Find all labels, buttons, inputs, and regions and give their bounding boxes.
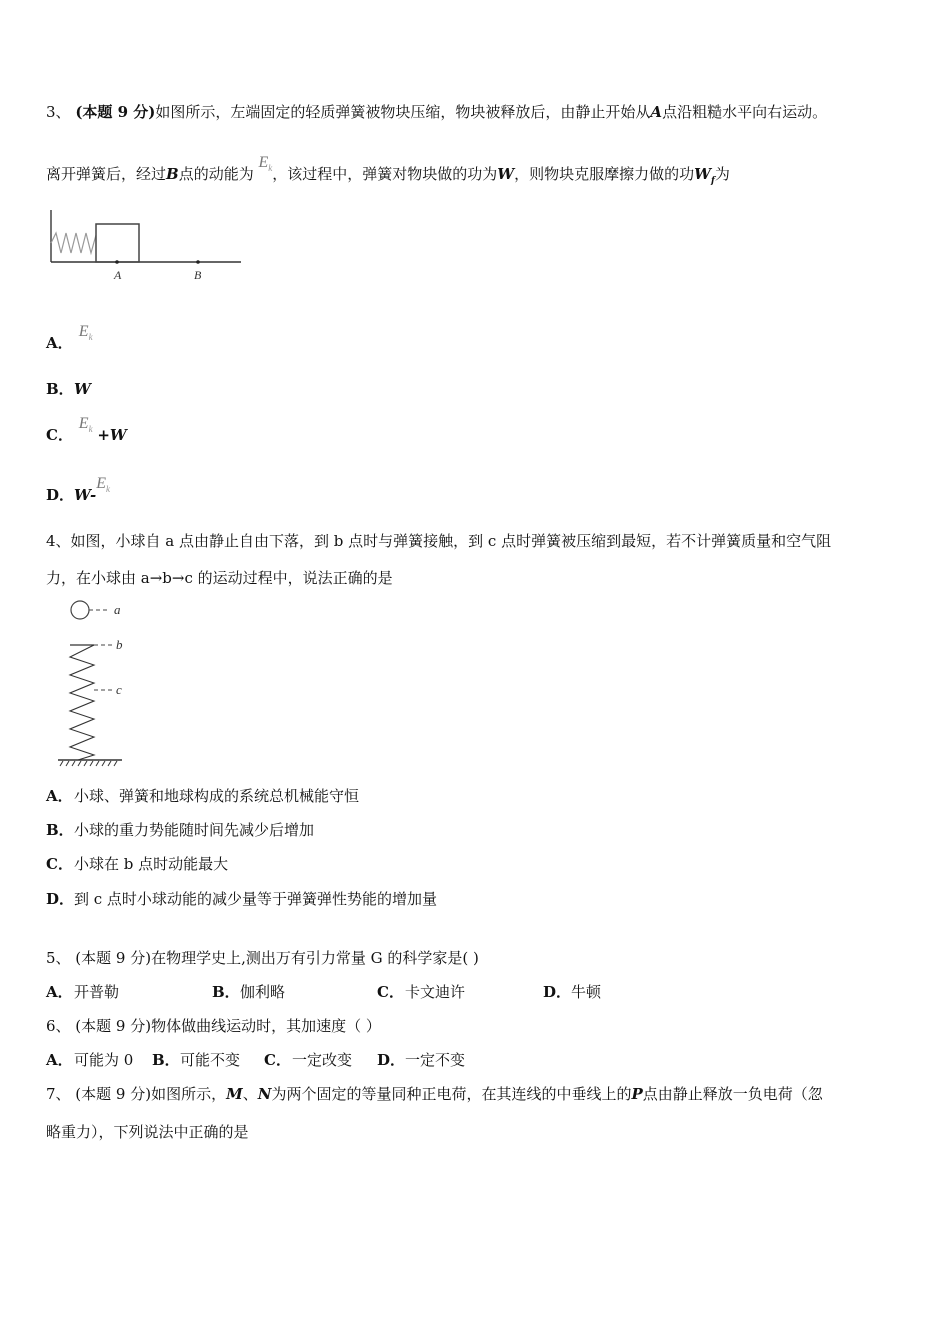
svg-text:A: A (114, 268, 122, 282)
q6-options (46, 1050, 546, 1070)
ek-symbol: $E_k$ (78, 323, 93, 343)
q7-text-b: 为两个固定的等量同种正电荷，在其连线的中垂线上的 (271, 1085, 632, 1103)
option-label: B． (46, 821, 74, 839)
q3-stem-line2 (46, 154, 730, 191)
q3-text-end: 点沿粗糙水平向右运动。 (662, 103, 828, 121)
svg-text:b: b (116, 637, 123, 652)
q4-option-d[interactable] (46, 889, 437, 909)
svg-text:a: a (114, 602, 121, 617)
q5-option-d[interactable]: D．牛顿 (543, 983, 602, 1001)
q4-stem-line1: 4、如图，小球自 a 点由静止自由下落，到 b 点时与弹簧接触，到 c 点时弹簧被压缩到最短，若不计弹簧质量和空气阻 (46, 532, 832, 550)
q3-text2b: 点的动能为 (178, 165, 254, 183)
q7-text-a: 7、 (本题 9 分)如图所示， (46, 1085, 227, 1103)
option-label: D． (46, 890, 75, 908)
q3-number: 3、 (46, 103, 71, 121)
option-text: 小球的重力势能随时间先减少后增加 (74, 821, 315, 839)
q3-text2d: ，则物块克服摩擦力做的功 (514, 165, 695, 183)
q3-option-a[interactable] (46, 323, 93, 359)
q6-option-a[interactable]: A．可能为 0 (46, 1051, 134, 1069)
option-text: 到 c 点时小球动能的减少量等于弹簧弹性势能的增加量 (74, 890, 437, 908)
q5-option-b[interactable]: B．伽利略 (212, 983, 286, 1001)
option-label: C． (46, 855, 73, 873)
q3-meta: (本题 9 分) (75, 103, 156, 121)
q7-var-n: N (257, 1085, 272, 1103)
q5-stem: 5、 (本题 9 分)在物理学史上,测出万有引力常量 G 的科学家是( ) (46, 949, 479, 967)
q6-option-d[interactable]: D．一定不变 (377, 1051, 466, 1069)
q3-spring-block-figure (46, 205, 246, 285)
q7-var-p: P (631, 1085, 643, 1103)
q7-sep: 、 (242, 1085, 258, 1103)
option-label: D． (46, 486, 75, 504)
option-label: B． (46, 380, 74, 398)
q3-option-b[interactable] (46, 379, 91, 399)
q7-stem-line1 (46, 1084, 823, 1104)
q6-stem: 6、 (本题 9 分)物体做曲线运动时，其加速度（ ） (46, 1017, 381, 1035)
q3-option-c[interactable] (46, 415, 127, 451)
q4-stem-line2: 力，在小球由 a→b→c 的运动过程中，说法正确的是 (46, 569, 393, 587)
option-text: 小球在 b 点时动能最大 (74, 855, 229, 873)
q3-var-w: W (497, 165, 515, 183)
option-label: A． (46, 787, 73, 805)
q7-stem-line2: 略重力），下列说法中正确的是 (46, 1123, 249, 1141)
q3-text: 如图所示，左端固定的轻质弹簧被物块压缩，物块被释放后，由静止开始从 (155, 103, 651, 121)
q4-option-c[interactable] (46, 854, 228, 874)
q7-var-m: M (226, 1085, 243, 1103)
q3-var-b: B (166, 165, 179, 183)
q4-option-b[interactable] (46, 820, 314, 840)
q4-ball-spring-figure (52, 597, 142, 769)
q5-option-a[interactable]: A．开普勒 (46, 983, 120, 1001)
svg-text:B: B (194, 268, 202, 282)
q3-var-wf: $W_f$ (694, 165, 715, 186)
q5-option-c[interactable]: C．卡文迪许 (377, 983, 466, 1001)
option-text: W (74, 380, 91, 398)
option-label: A． (46, 334, 73, 352)
q3-text2a: 离开弹簧后，经过 (46, 165, 167, 183)
q3-text2c: ，该过程中，弹簧对物块做的功为 (272, 165, 498, 183)
option-text: 小球、弹簧和地球构成的系统总机械能守恒 (74, 787, 360, 805)
option-text: +W (97, 426, 127, 444)
ek-symbol: $E_k$ (258, 154, 273, 174)
ek-symbol: $E_k$ (78, 415, 93, 435)
svg-text:c: c (116, 682, 122, 697)
q6-option-c[interactable]: C．一定改变 (264, 1051, 353, 1069)
q5-options (46, 982, 646, 1002)
option-label: C． (46, 426, 73, 444)
q6-option-b[interactable]: B．可能不变 (152, 1051, 241, 1069)
q3-text2e: 为 (714, 165, 730, 183)
option-text: W- (74, 486, 97, 504)
q3-stem-line1 (46, 102, 827, 122)
q4-option-a[interactable] (46, 786, 359, 806)
q7-text-c: 点由静止释放一负电荷（忽 (642, 1085, 823, 1103)
q3-var-a: A (650, 103, 663, 121)
q3-option-d[interactable] (46, 475, 111, 511)
ek-symbol: $E_k$ (96, 475, 111, 495)
